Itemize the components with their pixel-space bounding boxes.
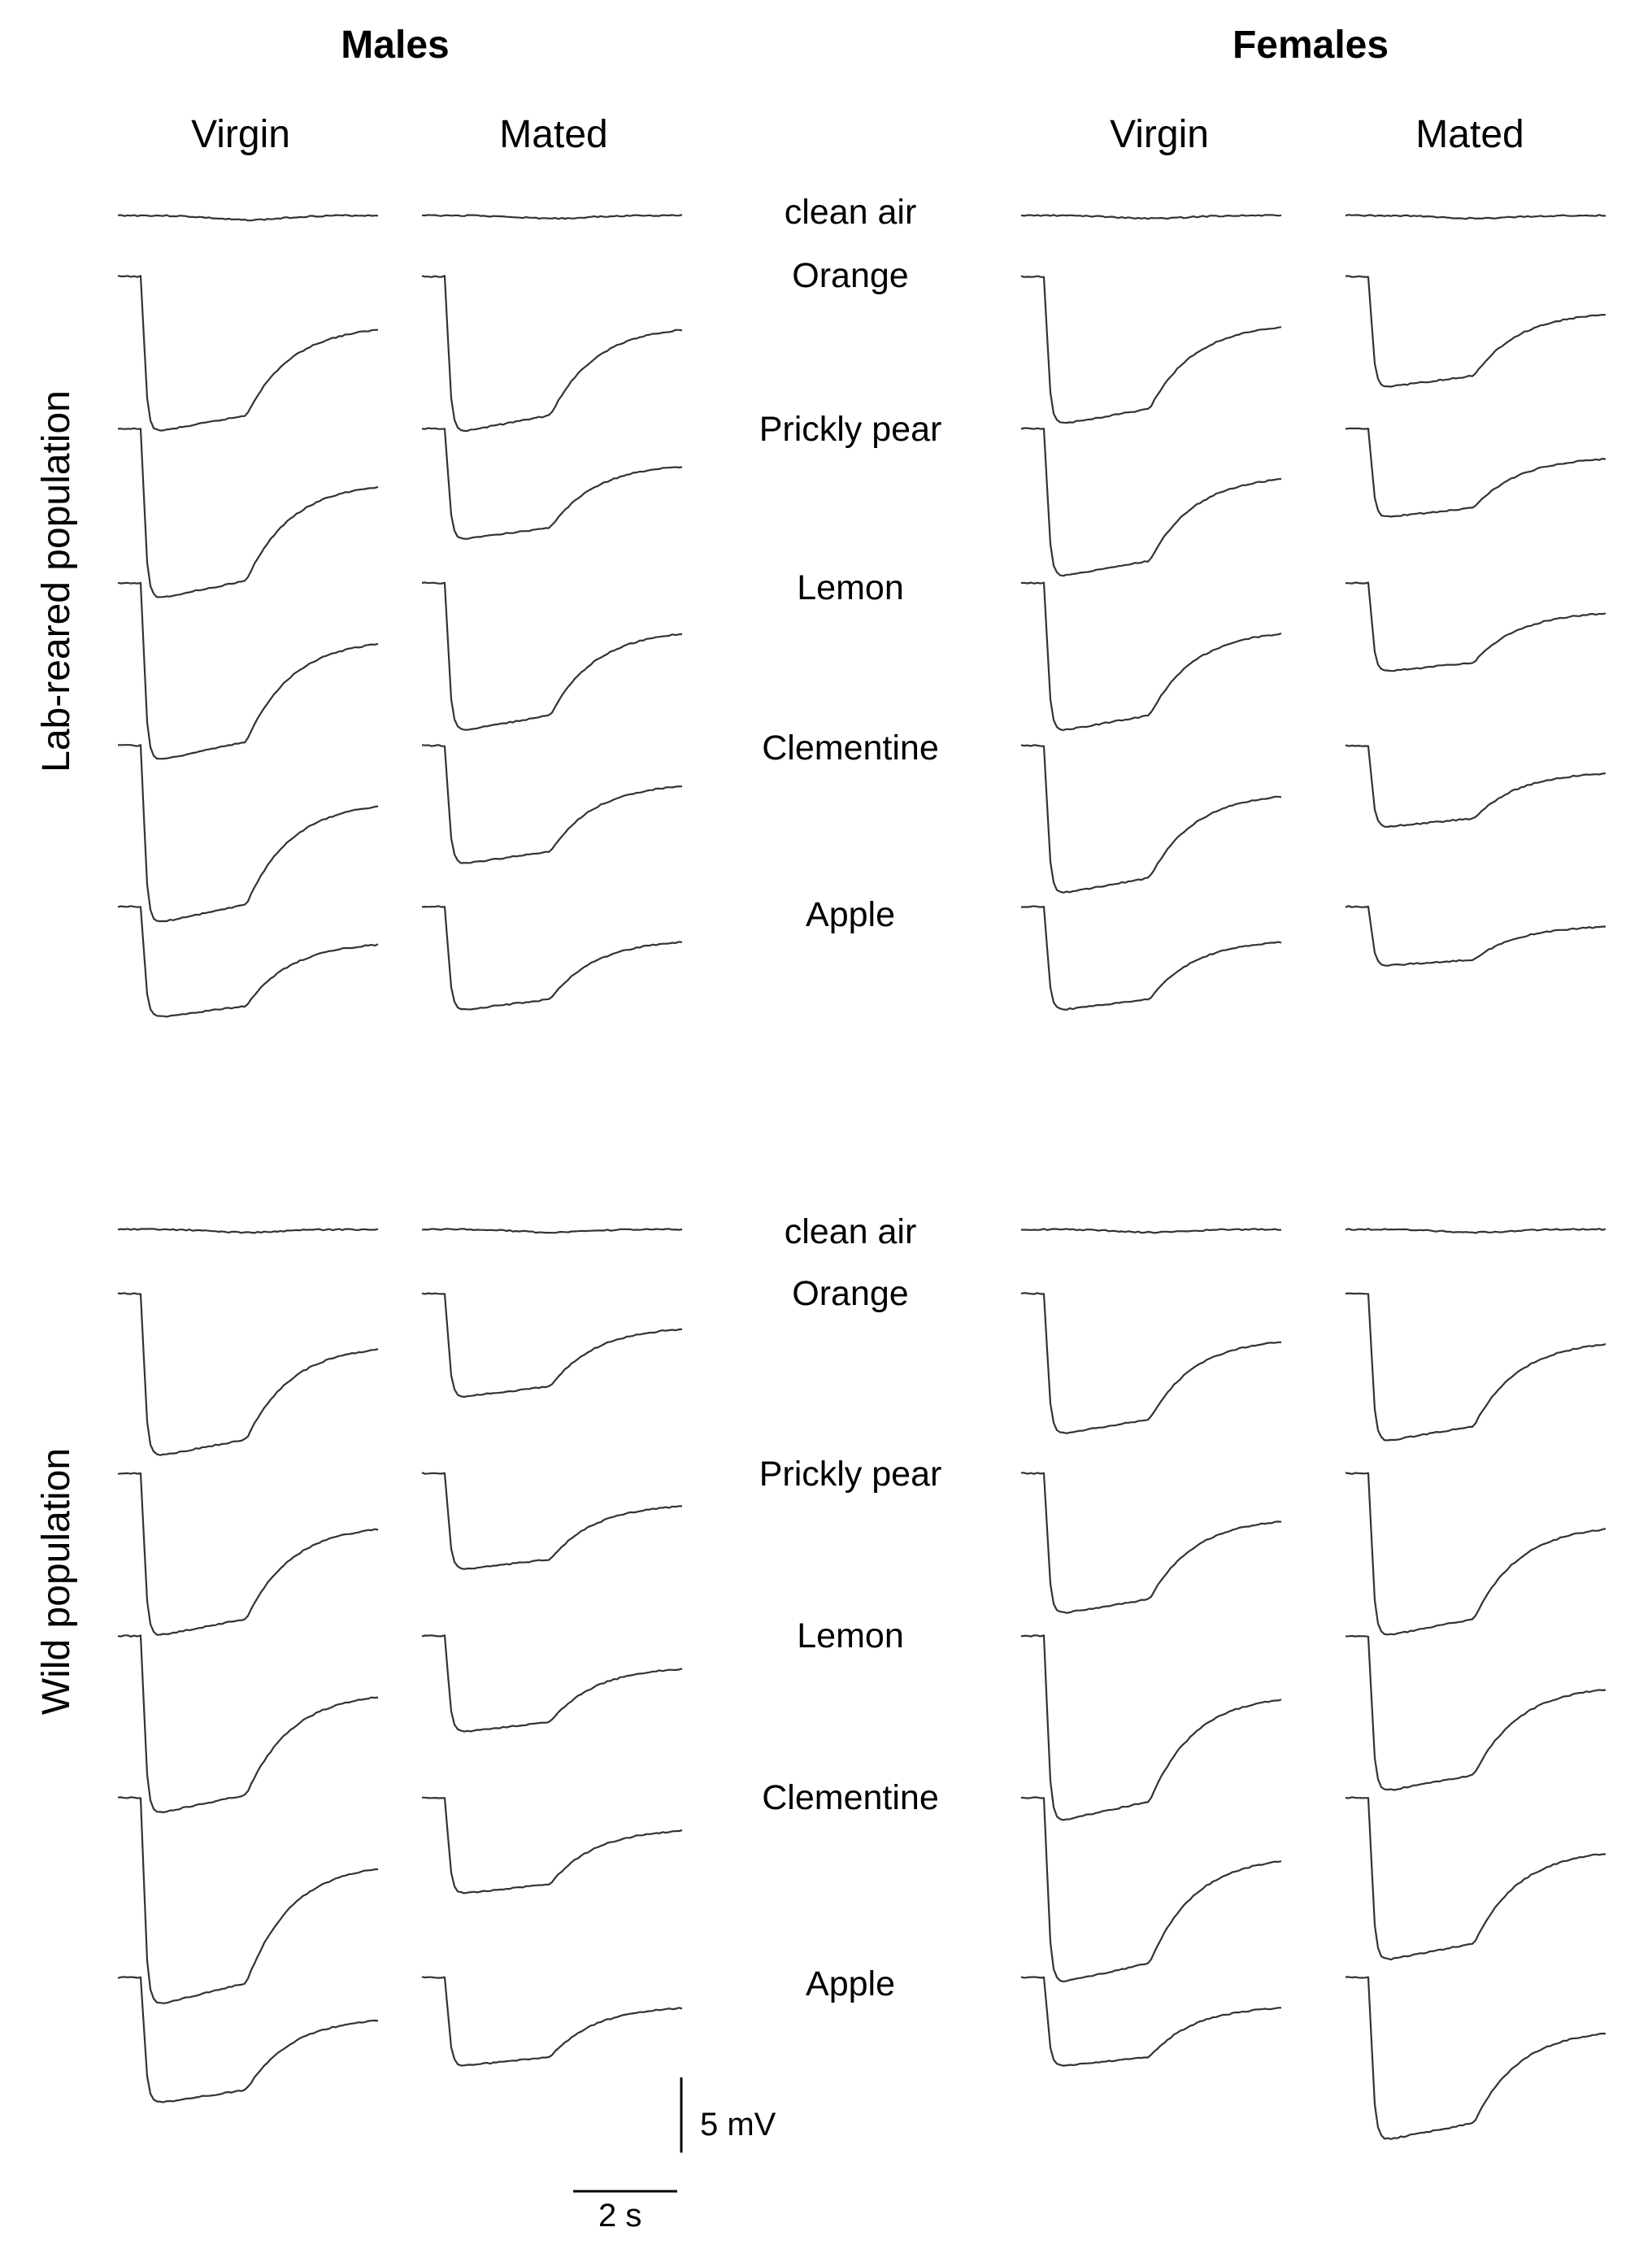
trace-lab-male-mated-clean-air <box>422 215 682 219</box>
trace-lab-female-mated-prickly-pear <box>1346 428 1606 517</box>
lab-odor-lemon: Lemon <box>797 568 904 607</box>
wild-odor-lemon: Lemon <box>797 1616 904 1655</box>
trace-wild-female-mated-clean-air <box>1346 1229 1606 1233</box>
females-header: Females <box>1232 24 1389 67</box>
trace-lab-male-mated-clementine <box>422 745 682 863</box>
lab-odor-orange: Orange <box>792 256 909 295</box>
trace-wild-female-virgin-prickly-pear <box>1021 1473 1281 1612</box>
wild-odor-clean-air: clean air <box>784 1212 917 1251</box>
trace-wild-male-mated-prickly-pear <box>422 1473 682 1569</box>
trace-wild-male-virgin-lemon <box>118 1635 378 1812</box>
wild-odor-apple: Apple <box>806 1964 895 2003</box>
trace-lab-male-mated-apple <box>422 906 682 1009</box>
trace-lab-male-virgin-orange <box>118 276 378 430</box>
trace-lab-female-virgin-apple <box>1021 906 1281 1010</box>
scale-time-label: 2 s <box>598 2198 642 2234</box>
trace-wild-female-mated-prickly-pear <box>1346 1473 1606 1634</box>
trace-lab-male-virgin-clementine <box>118 745 378 921</box>
trace-lab-female-virgin-orange <box>1021 276 1281 423</box>
trace-lab-male-virgin-apple <box>118 906 378 1016</box>
trace-lab-male-virgin-lemon <box>118 583 378 759</box>
trace-lab-male-mated-prickly-pear <box>422 428 682 538</box>
trace-wild-male-virgin-clean-air <box>118 1229 378 1233</box>
trace-wild-male-mated-lemon <box>422 1635 682 1731</box>
trace-wild-male-mated-clementine <box>422 1798 682 1894</box>
trace-wild-male-virgin-prickly-pear <box>118 1473 378 1635</box>
lab-population-label: Lab-reared population <box>35 390 78 772</box>
trace-lab-male-mated-lemon <box>422 582 682 729</box>
trace-wild-female-mated-apple <box>1346 1977 1606 2138</box>
trace-wild-male-mated-orange <box>422 1294 682 1398</box>
female-mated-label: Mated <box>1415 113 1524 156</box>
trace-lab-female-mated-lemon <box>1346 582 1606 671</box>
male-mated-label: Mated <box>499 113 608 156</box>
wild-odor-clementine: Clementine <box>762 1778 939 1817</box>
male-virgin-label: Virgin <box>191 113 290 156</box>
trace-wild-female-mated-clementine <box>1346 1797 1606 1960</box>
trace-wild-female-mated-lemon <box>1346 1636 1606 1790</box>
trace-wild-female-virgin-clean-air <box>1021 1229 1281 1233</box>
trace-lab-female-virgin-prickly-pear <box>1021 428 1281 576</box>
trace-wild-male-virgin-orange <box>118 1293 378 1455</box>
trace-wild-male-mated-clean-air <box>422 1229 682 1233</box>
wild-population-label: Wild population <box>35 1447 78 1716</box>
trace-lab-female-mated-clementine <box>1346 746 1606 827</box>
lab-odor-clean-air: clean air <box>784 193 917 232</box>
trace-lab-female-mated-apple <box>1346 906 1606 966</box>
trace-wild-female-virgin-clementine <box>1021 1797 1281 1981</box>
lab-odor-clementine: Clementine <box>762 729 939 768</box>
trace-lab-female-virgin-clementine <box>1021 745 1281 893</box>
trace-wild-female-virgin-apple <box>1021 1977 1281 2065</box>
scale-voltage-label: 5 mV <box>700 2107 776 2142</box>
trace-lab-female-mated-clean-air <box>1346 215 1606 219</box>
wild-odor-prickly-pear: Prickly pear <box>759 1455 942 1494</box>
trace-lab-female-virgin-clean-air <box>1021 215 1281 219</box>
trace-lab-male-virgin-prickly-pear <box>118 428 378 598</box>
trace-wild-male-mated-apple <box>422 1977 682 2065</box>
lab-odor-prickly-pear: Prickly pear <box>759 410 942 449</box>
female-virgin-label: Virgin <box>1110 113 1209 156</box>
trace-wild-female-mated-orange <box>1346 1294 1606 1441</box>
trace-lab-male-virgin-clean-air <box>118 215 378 220</box>
trace-lab-female-mated-orange <box>1346 276 1606 387</box>
trace-wild-female-virgin-orange <box>1021 1293 1281 1433</box>
trace-lab-male-mated-orange <box>422 276 682 431</box>
trace-lab-female-virgin-lemon <box>1021 583 1281 731</box>
lab-odor-apple: Apple <box>806 895 895 934</box>
trace-wild-male-virgin-apple <box>118 1977 378 2102</box>
males-header: Males <box>341 24 450 67</box>
trace-wild-female-virgin-lemon <box>1021 1635 1281 1820</box>
trace-wild-male-virgin-clementine <box>118 1797 378 2003</box>
wild-odor-orange: Orange <box>792 1274 909 1313</box>
